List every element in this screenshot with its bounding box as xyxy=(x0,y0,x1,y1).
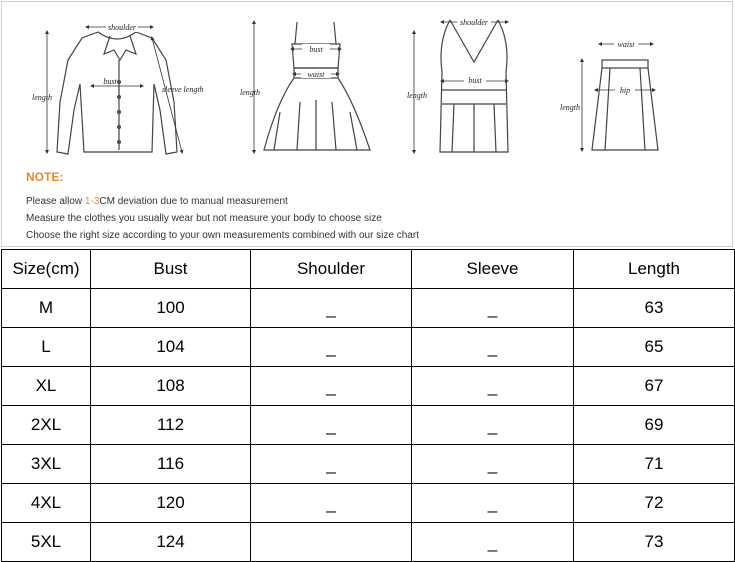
header-bust: Bust xyxy=(91,250,251,289)
cami-top-illustration xyxy=(440,20,508,152)
cell-sleeve: _ xyxy=(412,406,574,445)
blouse-illustration xyxy=(57,32,177,154)
sleeve-length-label: sleeve length xyxy=(162,85,204,94)
note-title: NOTE: xyxy=(26,170,64,184)
cell-sleeve: _ xyxy=(412,328,574,367)
dress-length-label: length xyxy=(240,88,260,97)
table-row xyxy=(2,484,735,523)
waist-label: waist xyxy=(617,40,635,49)
table-row xyxy=(2,523,735,562)
cell-shoulder: _ xyxy=(251,406,412,445)
cell-sleeve: _ xyxy=(412,367,574,406)
cell-length: 73 xyxy=(574,523,735,562)
cell-length: 65 xyxy=(574,328,735,367)
note-line-deviation: Please allow 1-3CM deviation due to manual measurement xyxy=(26,196,288,207)
table-row xyxy=(2,289,735,328)
skirt-illustration xyxy=(592,60,658,150)
cell-shoulder: _ xyxy=(251,328,412,367)
table-header-row xyxy=(2,250,735,289)
measurement-guide-panel xyxy=(1,1,733,247)
cell-size: XL xyxy=(2,367,91,406)
shoulder-label: shoulder xyxy=(108,23,136,32)
cell-sleeve: _ xyxy=(412,445,574,484)
cell-length: 69 xyxy=(574,406,735,445)
cell-size: 4XL xyxy=(2,484,91,523)
table-row xyxy=(2,445,735,484)
dress-bust-label: bust xyxy=(309,45,323,54)
note-line-measure: Measure the clothes you usually wear but not measure your body to choose size xyxy=(26,213,382,224)
cami-bust-label: bust xyxy=(468,76,482,85)
cell-bust: 112 xyxy=(91,406,251,445)
cell-shoulder xyxy=(251,523,412,562)
size-chart-table xyxy=(1,249,735,562)
cell-shoulder: _ xyxy=(251,367,412,406)
length-label: length xyxy=(32,93,52,102)
cell-size: 3XL xyxy=(2,445,91,484)
cell-length: 63 xyxy=(574,289,735,328)
hip-label: hip xyxy=(619,86,631,95)
cell-bust: 124 xyxy=(91,523,251,562)
cell-bust: 108 xyxy=(91,367,251,406)
header-length: Length xyxy=(574,250,735,289)
cami-shoulder-label: shoulder xyxy=(460,18,488,27)
cami-length-label: length xyxy=(407,91,427,100)
garment-illustrations xyxy=(2,2,734,167)
dress-illustration xyxy=(264,22,370,150)
cell-shoulder: _ xyxy=(251,484,412,523)
cell-bust: 116 xyxy=(91,445,251,484)
header-shoulder: Shoulder xyxy=(251,250,412,289)
cell-bust: 120 xyxy=(91,484,251,523)
cell-size: L xyxy=(2,328,91,367)
header-sleeve: Sleeve xyxy=(412,250,574,289)
cell-size: 2XL xyxy=(2,406,91,445)
cell-sleeve: _ xyxy=(412,289,574,328)
cell-sleeve: _ xyxy=(412,484,574,523)
header-size: Size(cm) xyxy=(2,250,91,289)
cell-sleeve: _ xyxy=(412,523,574,562)
table-row xyxy=(2,328,735,367)
cell-length: 72 xyxy=(574,484,735,523)
cell-bust: 104 xyxy=(91,328,251,367)
dress-waist-label: waist xyxy=(307,70,325,79)
cell-shoulder: _ xyxy=(251,445,412,484)
cell-shoulder: _ xyxy=(251,289,412,328)
skirt-length-label: length xyxy=(560,103,580,112)
cell-length: 67 xyxy=(574,367,735,406)
note-line-choose: Choose the right size according to your own measurements combined with our size chart xyxy=(26,230,419,241)
measurement-note xyxy=(26,170,419,244)
cell-bust: 100 xyxy=(91,289,251,328)
cell-size: M xyxy=(2,289,91,328)
table-row xyxy=(2,367,735,406)
bust-label: bust xyxy=(103,77,117,86)
cell-length: 71 xyxy=(574,445,735,484)
cell-size: 5XL xyxy=(2,523,91,562)
table-row xyxy=(2,406,735,445)
